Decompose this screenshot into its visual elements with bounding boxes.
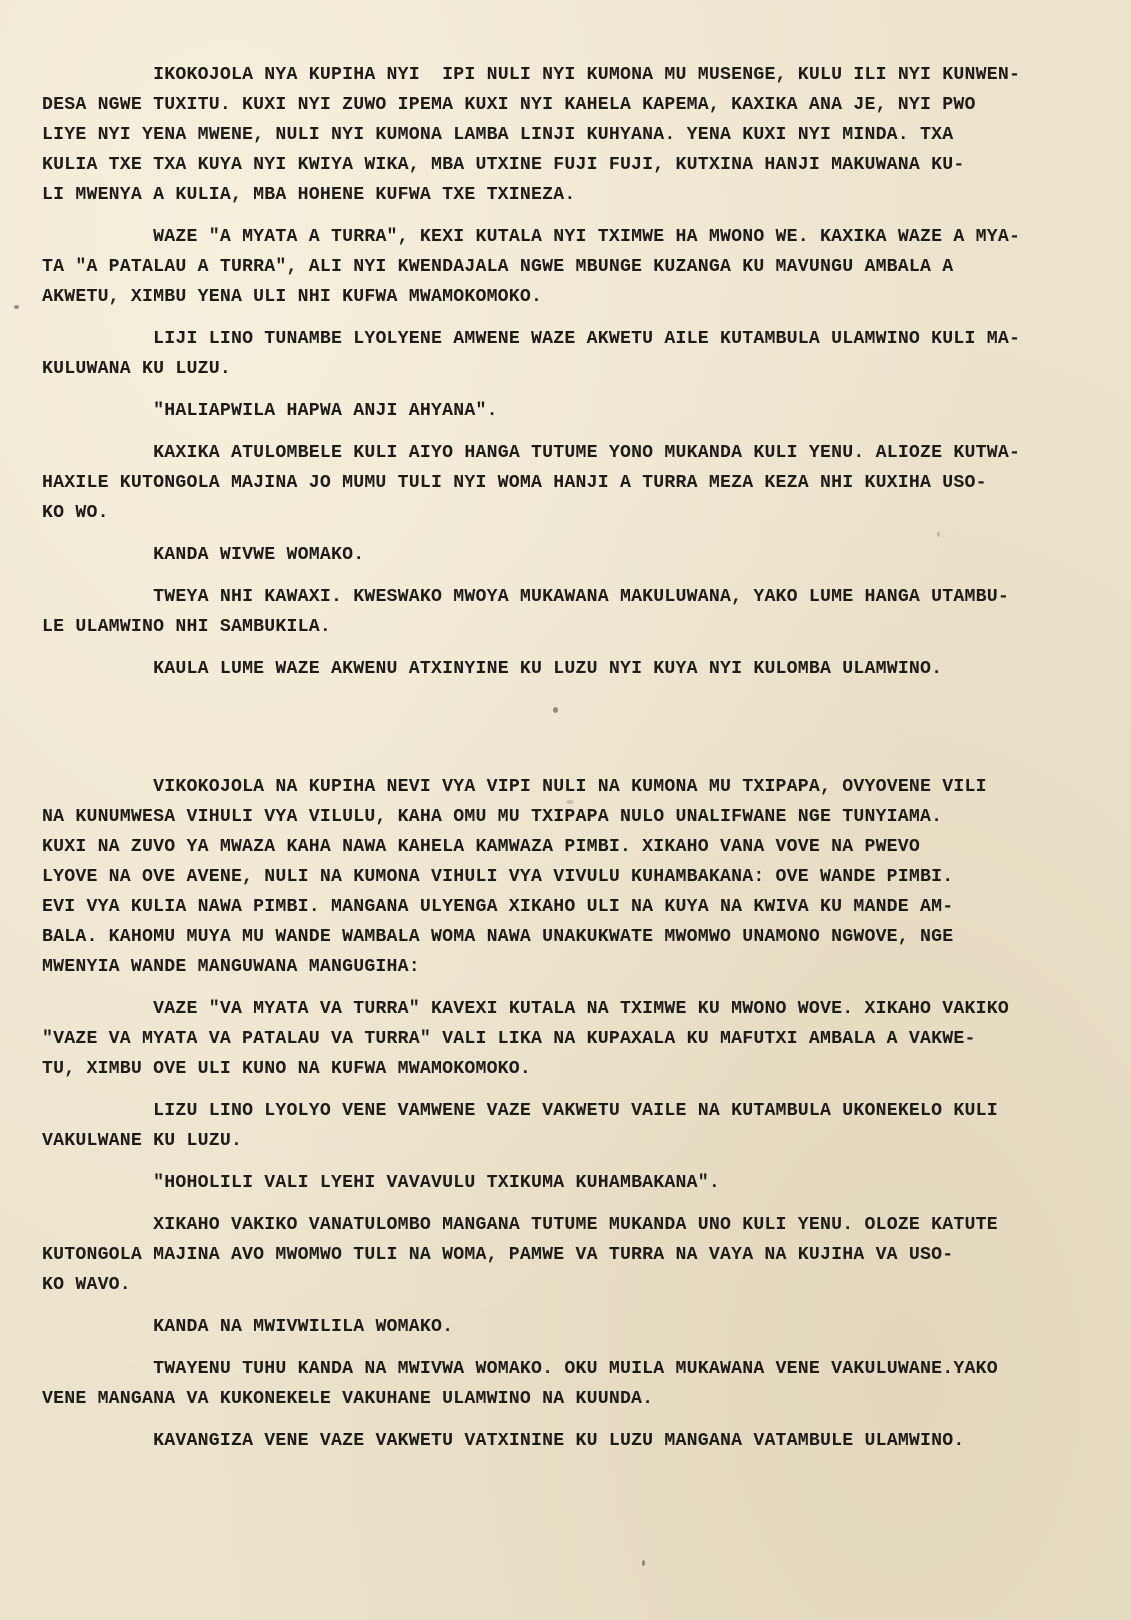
paragraph: KAVANGIZA VENE VAZE VAKWETU VATXININE KU LUZU MANGANA VATAMBULE ULAMWINO. bbox=[42, 1431, 965, 1451]
paragraph: TWAYENU TUHU KANDA NA MWIVWA WOMAKO. OKU MUILA MUKAWANA VENE VAKULUWANE.YAKO VENE MANGANA VA KUKONEKELE VAKUHANE ULAMWINO NA KUUNDA. bbox=[42, 1359, 998, 1409]
paragraph: KANDA WIVWE WOMAKO. bbox=[42, 545, 365, 565]
paragraph: WAZE "A MYATA A TURRA", KEXI KUTALA NYI TXIMWE HA MWONO WE. KAXIKA WAZE A MYA- TA "A PATALAU A TURRA", ALI NYI KWENDAJALA NGWE MBUNGE KUZANGA KU MAVUNGU AMBALA A AKWETU, XIMBU YENA ULI NHI KUFWA MWAMOKOMOKO. bbox=[42, 227, 1021, 307]
paragraph: KAULA LUME WAZE AKWENU ATXINYINE KU LUZU NYI KUYA NYI KULOMBA ULAMWINO. bbox=[42, 659, 943, 679]
paragraph: "HALIAPWILA HAPWA ANJI AHYANA". bbox=[42, 401, 498, 421]
paragraph: IKOKOJOLA NYA KUPIHA NYI IPI NULI NYI KUMONA MU MUSENGE, KULU ILI NYI KUNWEN- DESA NGWE TUXITU. KUXI NYI ZUWO IPEMA KUXI NYI KAHELA KAPEMA, KAXIKA ANA JE, NYI PWO LIYE NYI YENA MWENE, NULI NYI KUMONA LAMBA LINJI KUHYANA. YENA KUXI NYI MINDA. TXA KULIA TXE TXA KUYA NYI KWIYA WIKA, MBA UTXINE FUJI FUJI, KUTXINA HANJI MAKUWANA KU- LI MWENYA A KULIA, MBA HOHENE KUFWA TXE TXINEZA. bbox=[42, 65, 1021, 205]
paragraph: LIZU LINO LYOLYO VENE VAMWENE VAZE VAKWETU VAILE NA KUTAMBULA UKONEKELO KULI VAKULWANE KU LUZU. bbox=[42, 1101, 998, 1151]
paragraph: "HOHOLILI VALI LYEHI VAVAVULU TXIKUMA KUHAMBAKANA". bbox=[42, 1173, 720, 1193]
paragraph: KAXIKA ATULOMBELE KULI AIYO HANGA TUTUME YONO MUKANDA KULI YENU. ALIOZE KUTWA- HAXILE KUTONGOLA MAJINA JO MUMU TULI NYI WOMA HANJI A TURRA MEZA KEZA NHI KUXIHA USO- KO WO. bbox=[42, 443, 1021, 523]
section-2 bbox=[42, 772, 1102, 1456]
paragraph: KANDA NA MWIVWILILA WOMAKO. bbox=[42, 1317, 454, 1337]
paragraph: TWEYA NHI KAWAXI. KWESWAKO MWOYA MUKAWANA MAKULUWANA, YAKO LUME HANGA UTAMBU- LE ULAMWINO NHI SAMBUKILA. bbox=[42, 587, 1009, 637]
ink-spot bbox=[14, 305, 19, 309]
ink-spot bbox=[642, 1560, 645, 1566]
typed-letter bbox=[42, 60, 1102, 1468]
paragraph: VIKOKOJOLA NA KUPIHA NEVI VYA VIPI NULI NA KUMONA MU TXIPAPA, OVYOVENE VILI NA KUNUMWESA VIHULI VYA VILULU, KAHA OMU MU TXIPAPA NULO UNALIFWANE NGE TUNYIAMA. KUXI NA ZUVO YA MWAZA KAHA NAWA KAHELA KAMWAZA PIMBI. XIKAHO VANA VOVE NA PWEVO LYOVE NA OVE AVENE, NULI NA KUMONA VIHULI VYA VIVULU KUHAMBAKANA: OVE WANDE PIMBI. EVI VYA KULIA NAWA PIMBI. MANGANA ULYENGA XIKAHO ULI NA KUYA NA KWIVA KU MANDE AM- BALA. KAHOMU MUYA MU WANDE WAMBALA WOMA NAWA UNAKUKWATE MWOMWO UNAMONO NGWOVE, NGE MWENYIA WANDE MANGUWANA MANGUGIHA: bbox=[42, 777, 987, 977]
paragraph: VAZE "VA MYATA VA TURRA" KAVEXI KUTALA NA TXIMWE KU MWONO WOVE. XIKAHO VAKIKO "VAZE VA MYATA VA PATALAU VA TURRA" VALI LIKA NA KUPAXALA KU MAFUTXI AMBALA A VAKWE- TU, XIMBU OVE ULI KUNO NA KUFWA MWAMOKOMOKO. bbox=[42, 999, 1009, 1079]
paragraph: XIKAHO VAKIKO VANATULOMBO MANGANA TUTUME MUKANDA UNO KULI YENU. OLOZE KATUTE KUTONGOLA MAJINA AVO MWOMWO TULI NA WOMA, PAMWE VA TURRA NA VAYA NA KUJIHA VA USO- KO WAVO. bbox=[42, 1215, 998, 1295]
paragraph: LIJI LINO TUNAMBE LYOLYENE AMWENE WAZE AKWETU AILE KUTAMBULA ULAMWINO KULI MA- KULUWANA KU LUZU. bbox=[42, 329, 1021, 379]
section-1 bbox=[42, 60, 1102, 684]
